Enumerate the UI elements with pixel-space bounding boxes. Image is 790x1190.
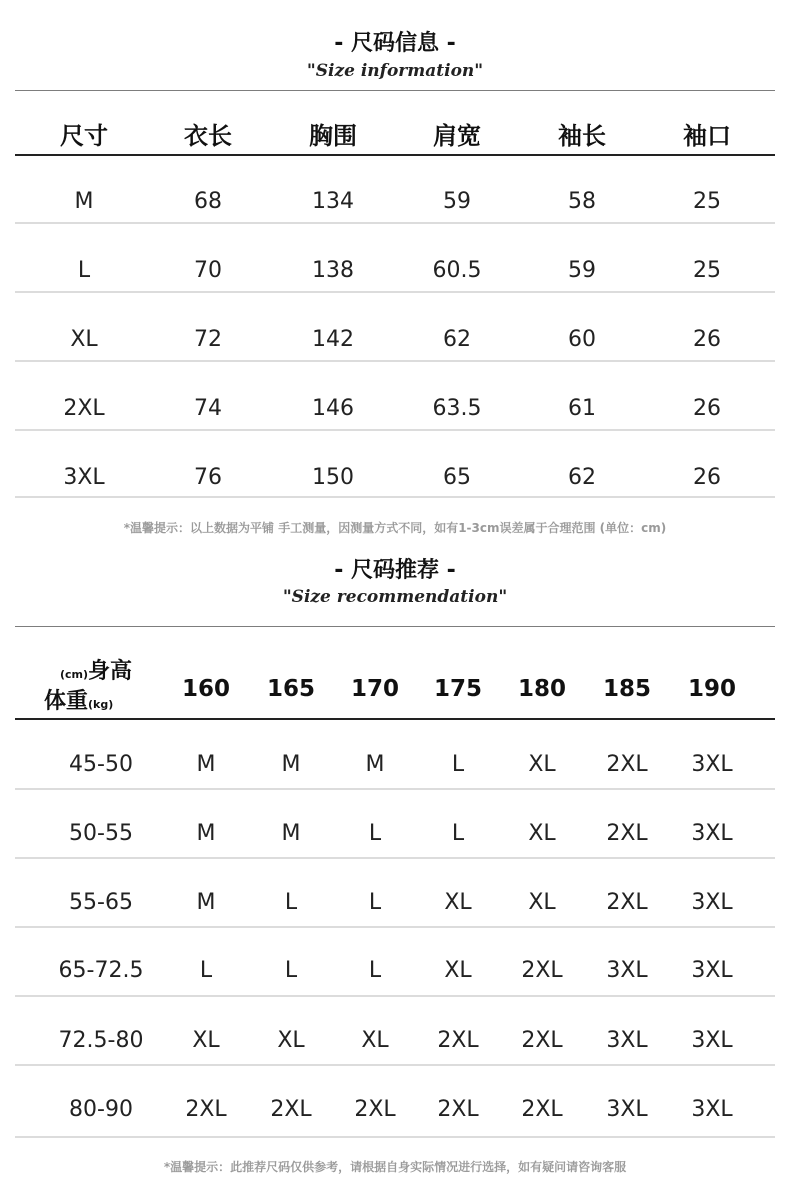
table-cell: 68 xyxy=(194,189,222,214)
recommended-size-cell: 2XL xyxy=(437,1097,479,1122)
table-cell: 74 xyxy=(194,396,222,421)
weight-range-cell: 50-55 xyxy=(69,821,133,846)
recommended-size-cell: M xyxy=(281,821,301,846)
table-cell: 26 xyxy=(693,396,721,421)
row-divider xyxy=(15,222,775,224)
row-divider xyxy=(15,360,775,362)
table-cell: 150 xyxy=(312,465,354,490)
height-header: 170 xyxy=(350,676,399,702)
column-header: 尺寸 xyxy=(60,122,108,150)
table-cell: 58 xyxy=(568,189,596,214)
height-header: 175 xyxy=(433,676,482,702)
height-header: 190 xyxy=(687,676,736,702)
recommended-size-cell: M xyxy=(196,821,216,846)
height-weight-corner-label xyxy=(44,654,154,718)
recommended-size-cell: L xyxy=(368,821,382,846)
table-cell: 3XL xyxy=(63,465,105,490)
recommended-size-cell: 2XL xyxy=(185,1097,227,1122)
table-cell: 2XL xyxy=(63,396,105,421)
table-cell: 59 xyxy=(568,258,596,283)
recommended-size-cell: L xyxy=(199,958,213,983)
divider xyxy=(15,90,775,91)
table-cell: 142 xyxy=(312,327,354,352)
recommended-size-cell: M xyxy=(196,752,216,777)
size-rec-title: - 尺码推荐 - xyxy=(334,558,456,583)
size-info-title: - 尺码信息 - xyxy=(334,31,456,56)
recommended-size-cell: 2XL xyxy=(354,1097,396,1122)
recommended-size-cell: 3XL xyxy=(606,958,648,983)
height-header: 165 xyxy=(266,676,315,702)
table-cell: 62 xyxy=(568,465,596,490)
recommended-size-cell: XL xyxy=(361,1028,389,1053)
height-label: 身高 xyxy=(88,659,133,684)
recommended-size-cell: 2XL xyxy=(437,1028,479,1053)
recommended-size-cell: XL xyxy=(192,1028,220,1053)
weight-label: 体重 xyxy=(44,689,89,714)
height-header: 180 xyxy=(517,676,566,702)
table-cell: 61 xyxy=(568,396,596,421)
row-divider xyxy=(15,995,775,997)
weight-range-cell: 80-90 xyxy=(69,1097,133,1122)
table-cell: 60 xyxy=(568,327,596,352)
weight-range-cell: 65-72.5 xyxy=(58,958,144,983)
table-cell: 25 xyxy=(693,189,721,214)
recommended-size-cell: 2XL xyxy=(606,821,648,846)
recommended-size-cell: M xyxy=(196,890,216,915)
column-header: 袖长 xyxy=(558,122,606,150)
recommended-size-cell: 3XL xyxy=(606,1028,648,1053)
recommended-size-cell: L xyxy=(284,958,298,983)
row-divider xyxy=(15,1064,775,1066)
header-rule xyxy=(15,718,775,720)
table-cell: 65 xyxy=(443,465,471,490)
row-divider xyxy=(15,1136,775,1138)
table-cell: 70 xyxy=(194,258,222,283)
recommended-size-cell: 2XL xyxy=(270,1097,312,1122)
recommended-size-cell: 3XL xyxy=(691,752,733,777)
height-header: 160 xyxy=(181,676,230,702)
recommended-size-cell: XL xyxy=(444,958,472,983)
recommended-size-cell: L xyxy=(451,752,465,777)
table-cell: 62 xyxy=(443,327,471,352)
table-cell: 60.5 xyxy=(432,258,482,283)
recommended-size-cell: L xyxy=(368,958,382,983)
recommended-size-cell: 3XL xyxy=(691,958,733,983)
table-cell: 134 xyxy=(312,189,354,214)
row-divider xyxy=(15,496,775,498)
size-rec-subtitle: "Size recommendation" xyxy=(282,587,508,607)
recommended-size-cell: 2XL xyxy=(521,1028,563,1053)
height-unit: (cm) xyxy=(60,668,89,681)
row-divider xyxy=(15,857,775,859)
weight-range-cell: 55-65 xyxy=(69,890,133,915)
weight-unit: (kg) xyxy=(88,698,114,711)
table-cell: 59 xyxy=(443,189,471,214)
column-header: 衣长 xyxy=(184,122,232,150)
recommended-size-cell: M xyxy=(281,752,301,777)
table-cell: 76 xyxy=(194,465,222,490)
column-header: 肩宽 xyxy=(433,122,481,150)
recommended-size-cell: 2XL xyxy=(521,1097,563,1122)
table-cell: 26 xyxy=(693,465,721,490)
recommended-size-cell: L xyxy=(284,890,298,915)
height-header: 185 xyxy=(602,676,651,702)
recommended-size-cell: 2XL xyxy=(606,890,648,915)
size-rec-note: *温馨提示：此推荐尺码仅供参考，请根据自身实际情况进行选择，如有疑问请咨询客服 xyxy=(163,1160,627,1174)
recommended-size-cell: L xyxy=(451,821,465,846)
recommended-size-cell: M xyxy=(365,752,385,777)
recommended-size-cell: 3XL xyxy=(691,821,733,846)
weight-range-cell: 72.5-80 xyxy=(58,1028,144,1053)
recommended-size-cell: XL xyxy=(444,890,472,915)
table-cell: XL xyxy=(70,327,98,352)
recommended-size-cell: XL xyxy=(277,1028,305,1053)
recommended-size-cell: 3XL xyxy=(691,1028,733,1053)
recommended-size-cell: XL xyxy=(528,890,556,915)
table-cell: M xyxy=(74,189,94,214)
table-cell: 138 xyxy=(312,258,354,283)
size-info-subtitle: "Size information" xyxy=(306,61,484,81)
recommended-size-cell: 3XL xyxy=(691,890,733,915)
recommended-size-cell: 2XL xyxy=(521,958,563,983)
recommended-size-cell: 3XL xyxy=(606,1097,648,1122)
recommended-size-cell: XL xyxy=(528,752,556,777)
recommended-size-cell: 3XL xyxy=(691,1097,733,1122)
size-info-note: *温馨提示：以上数据为平铺 手工测量，因测量方式不同，如有1-3cm误差属于合理范围 (单位：cm) xyxy=(123,521,667,535)
column-header: 胸围 xyxy=(309,122,357,150)
column-header: 袖口 xyxy=(683,122,731,150)
table-cell: 63.5 xyxy=(432,396,482,421)
table-cell: L xyxy=(77,258,91,283)
row-divider xyxy=(15,429,775,431)
recommended-size-cell: L xyxy=(368,890,382,915)
row-divider xyxy=(15,788,775,790)
table-cell: 72 xyxy=(194,327,222,352)
row-divider xyxy=(15,291,775,293)
table-cell: 26 xyxy=(693,327,721,352)
recommended-size-cell: XL xyxy=(528,821,556,846)
table-cell: 25 xyxy=(693,258,721,283)
weight-range-cell: 45-50 xyxy=(69,752,133,777)
divider xyxy=(15,626,775,627)
recommended-size-cell: 2XL xyxy=(606,752,648,777)
row-divider xyxy=(15,926,775,928)
table-cell: 146 xyxy=(312,396,354,421)
header-rule xyxy=(15,154,775,156)
